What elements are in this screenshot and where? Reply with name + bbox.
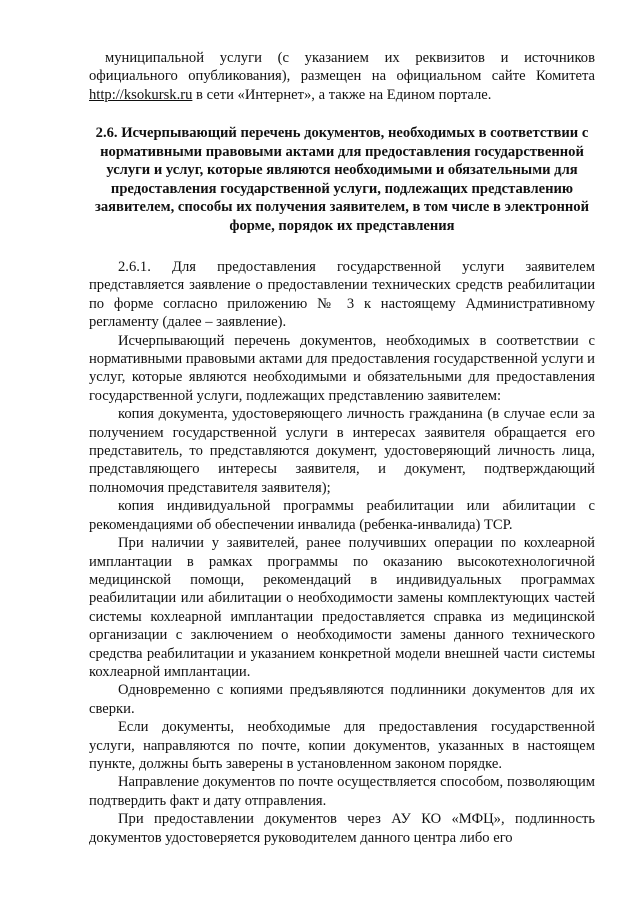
paragraph-document-list-intro: Исчерпывающий перечень документов, необходимых в соответствии с нормативными правовыми актами для предоставления государственной услуги и услуг, которые являются необходимыми и обязательными для предоставления государственной услуги, подлежащих представлению заявителем:: [89, 332, 595, 404]
intro-paragraph: [89, 49, 595, 104]
paragraph-originals: Одновременно с копиями предъявляются подлинники документов для их сверки.: [89, 682, 595, 717]
paragraph-rehabilitation-program: копия индивидуальной программы реабилитации или абилитации с рекомендациями об обеспечении инвалида (ребенка-инвалида) ТСР.: [89, 498, 595, 533]
committee-website-link[interactable]: http://ksokursk.ru: [89, 86, 193, 103]
section-body: [89, 258, 595, 847]
intro-text: [89, 49, 595, 104]
intro-text-after-link: в сети «Интернет», а также на Едином портале.: [192, 86, 492, 103]
paragraph-cochlear-implant: При наличии у заявителей, ранее получивших операции по кохлеарной имплантации в рамках программы по оказанию высокотехнологичной медицинской помощи, рекомендаций в индивидуальных программах реабилитации или абилитации о необходимости замены комплектующих частей системы кохлеарной имплантации предоставляется справка из медицинской организации с заключением о необходимости замены данного технического средства реабилитации и указанием конкретной модели внешней части системы кохлеарной имплантации.: [89, 535, 595, 680]
paragraph-identity-document: копия документа, удостоверяющего личность гражданина (в случае если за получением государственной услуги в интересах заявителя обращается его представитель, то представляются документ, удостоверяющий личность лица, представляющего интересы заявителя, и документ, подтверждающий полномочия представителя заявителя);: [89, 406, 595, 496]
paragraph-mail-method: Направление документов по почте осуществляется способом, позволяющим подтвердить факт и дату отправления.: [89, 774, 595, 809]
section-heading: 2.6. Исчерпывающий перечень документов, необходимых в соответствии с нормативными правовыми актами для предоставления государственной услуги и услуг, которые являются необходимыми и обязательными для предоставления государственной услуги, подлежащих представлению заявителем, способы их получения заявителем, в том числе в электронной форме, порядок их представления: [95, 125, 589, 234]
paragraph-2-6-1: 2.6.1. Для предоставления государственной услуги заявителем представляется заявление о предоставлении технических средств реабилитации по форме согласно приложению № 3 к настоящему Административному регламенту (далее – заявление).: [89, 259, 595, 331]
intro-text-before-link: муниципальной услуги (с указанием их реквизитов и источников официального опубликования), размещен на официальном сайте Комитета: [89, 50, 595, 85]
paragraph-by-mail: Если документы, необходимые для предоставления государственной услуги, направляются по почте, копии документов, указанных в настоящем пункте, должны быть заверены в установленном законом порядке.: [89, 719, 595, 772]
paragraph-mfc: При предоставлении документов через АУ КО «МФЦ», подлинность документов удостоверяется руководителем данного центра либо его: [89, 811, 595, 846]
